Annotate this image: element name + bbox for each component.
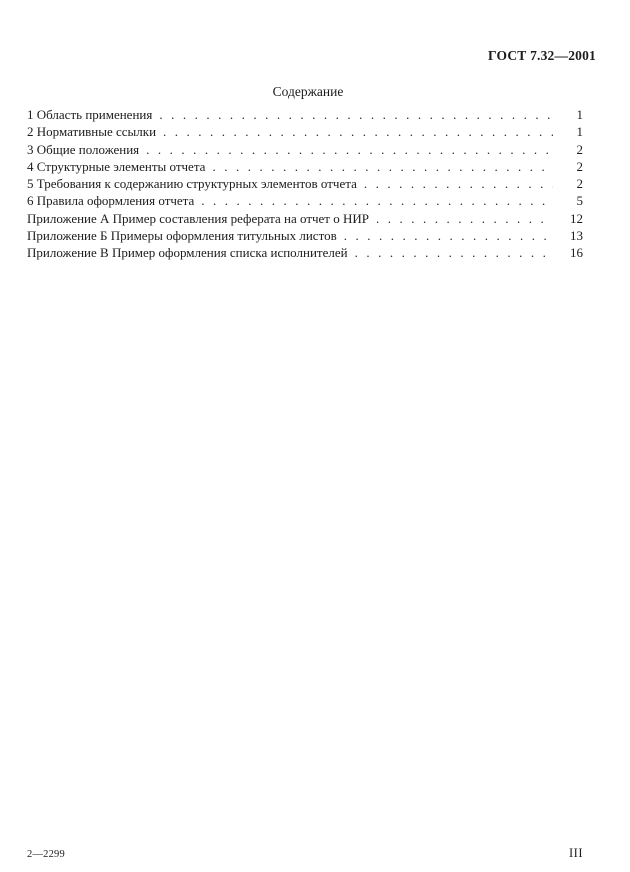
- toc-entry-page-number: 2: [576, 158, 583, 174]
- toc-entry-page-number: 1: [576, 124, 583, 140]
- toc-entry-page-number: 13: [570, 228, 583, 244]
- toc-entry-label: 3 Общие положения: [27, 141, 140, 157]
- toc-entry: [27, 106, 583, 123]
- toc-entry-page-number: 2: [576, 141, 583, 157]
- table-of-contents: [27, 106, 583, 262]
- toc-entry-label: Приложение Б Примеры оформления титульных листов: [27, 228, 337, 244]
- toc-entry: [27, 123, 583, 140]
- toc-entry-label: 6 Правила оформления отчета: [27, 193, 195, 209]
- toc-entry: [27, 244, 583, 261]
- toc-entry: [27, 175, 583, 192]
- dot-leader: [163, 123, 553, 140]
- page-number-roman: III: [569, 846, 583, 860]
- toc-entry-label: 5 Требования к содержанию структурных элементов отчета: [27, 176, 357, 192]
- toc-entry-label: 2 Нормативные ссылки: [27, 124, 157, 140]
- toc-entry: [27, 158, 583, 175]
- toc-entry-page-number: 1: [576, 107, 583, 122]
- print-order-number: 2—2299: [27, 849, 65, 860]
- document-standard-number: ГОСТ 7.32—2001: [488, 48, 596, 63]
- toc-entry-label: 1 Область применения: [27, 107, 153, 122]
- dot-leader: [344, 227, 553, 244]
- toc-entry: [27, 210, 583, 227]
- toc-entry-page-number: 5: [576, 193, 583, 209]
- toc-entry-label: Приложение В Пример оформления списка исполнителей: [27, 245, 348, 261]
- toc-entry: [27, 141, 583, 158]
- toc-entry-label: 4 Структурные элементы отчета: [27, 158, 206, 174]
- dot-leader: [355, 244, 553, 261]
- dot-leader: [146, 141, 553, 158]
- dot-leader: [159, 106, 553, 123]
- toc-entry-page-number: 16: [570, 245, 583, 261]
- dot-leader: [212, 158, 553, 175]
- page-title: Содержание: [272, 84, 344, 99]
- toc-entry-page-number: 12: [570, 210, 583, 226]
- dot-leader: [201, 192, 553, 209]
- toc-entry: [27, 227, 583, 244]
- toc-entry: [27, 192, 583, 209]
- toc-entry-page-number: 2: [576, 176, 583, 192]
- toc-entry-label: Приложение А Пример составления реферата на отчет о НИР: [27, 210, 369, 226]
- dot-leader: [364, 175, 553, 192]
- dot-leader: [376, 210, 553, 227]
